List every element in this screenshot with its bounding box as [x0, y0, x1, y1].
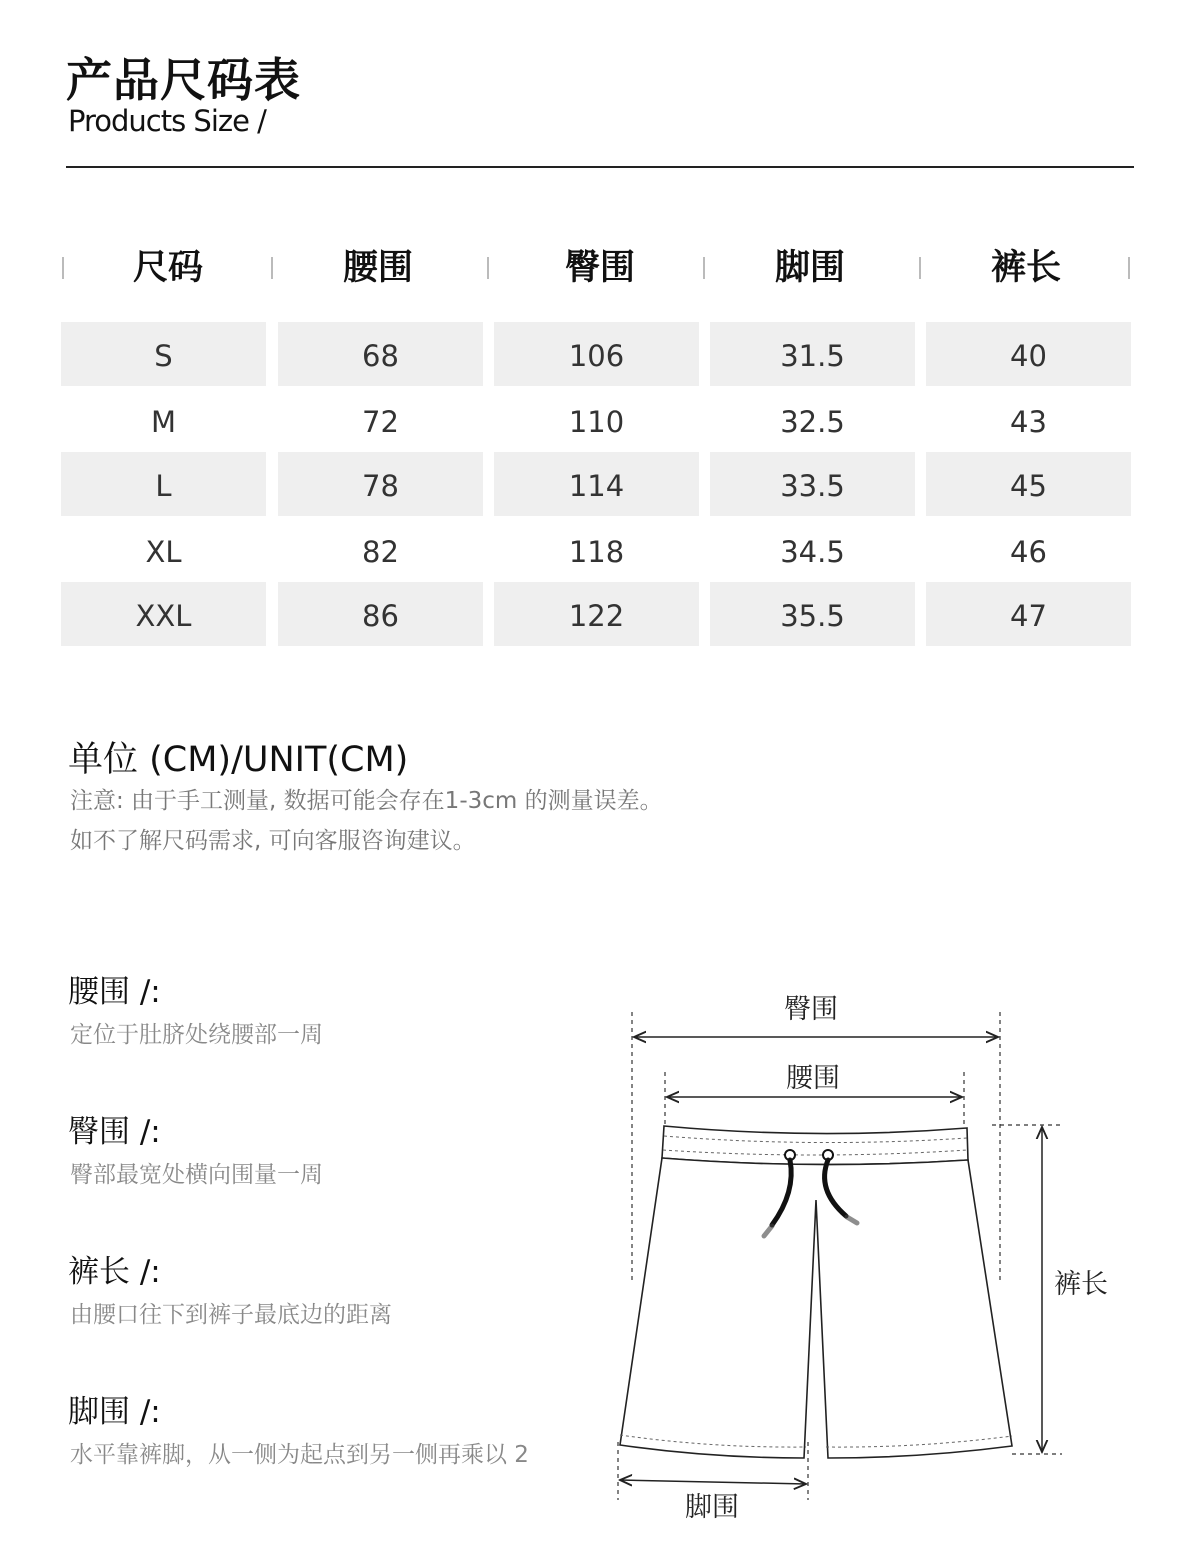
definition-desc-waist: 定位于肚脐处绕腰部一周: [70, 1022, 323, 1048]
table-row: [60, 322, 1135, 386]
size-cell: XXL: [61, 582, 266, 646]
definition-desc-hip: 臀部最宽处横向围量一周: [70, 1162, 323, 1188]
size-cell: M: [150, 405, 177, 439]
definition-desc-length: 由腰口往下到裤子最底边的距离: [70, 1302, 392, 1328]
consult-note: 如不了解尺码需求, 可向客服咨询建议。: [70, 828, 476, 854]
length-cell: 43: [1010, 405, 1047, 439]
length-label: 裤长: [1054, 1269, 1108, 1300]
size-table-header: [60, 240, 1135, 296]
size-cell: L: [61, 452, 266, 516]
hem-cell: 33.5: [710, 452, 915, 516]
definition-title-hem: 脚围 /:: [68, 1394, 161, 1430]
hip-cell: 122: [494, 582, 699, 646]
hem-cell: 32.5: [780, 405, 845, 439]
column-divider: [1128, 257, 1130, 279]
waist-cell: 82: [362, 535, 399, 569]
hem-cell: 35.5: [710, 582, 915, 646]
length-measure: [992, 1125, 1108, 1454]
hem-cell: 34.5: [780, 535, 845, 569]
page-title: 产品尺码表: [66, 53, 301, 107]
table-row: [60, 452, 1135, 516]
length-cell: 40: [926, 322, 1131, 386]
hip-label: 臀围: [784, 994, 838, 1025]
size-cell: XL: [145, 535, 182, 569]
length-cell: 46: [1010, 535, 1047, 569]
size-cell: S: [61, 322, 266, 386]
column-header-waist: 腰围: [342, 248, 413, 288]
column-divider: [487, 257, 489, 279]
length-cell: 45: [926, 452, 1131, 516]
hip-cell: 106: [494, 322, 699, 386]
hem-label: 脚围: [685, 1492, 739, 1523]
table-row: [60, 582, 1135, 646]
hip-cell: 114: [494, 452, 699, 516]
waist-cell: 78: [278, 452, 483, 516]
header-divider: [66, 166, 1134, 168]
waist-label: 腰围: [786, 1063, 840, 1094]
column-header-length: 裤长: [990, 248, 1061, 288]
page-subtitle: Products Size /: [68, 104, 266, 138]
column-header-hem: 脚围: [774, 248, 845, 288]
table-row: [60, 518, 1135, 582]
waist-cell: 86: [278, 582, 483, 646]
hip-cell: 110: [568, 405, 625, 439]
column-header-hip: 臀围: [564, 248, 635, 288]
definition-desc-hem: 水平靠裤脚，从一侧为起点到另一侧再乘以 2: [70, 1442, 529, 1468]
definition-title-hip: 臀围 /:: [68, 1114, 161, 1150]
hip-cell: 118: [568, 535, 625, 569]
table-row: [60, 388, 1135, 452]
shorts-measurement-diagram: [600, 980, 1160, 1540]
definition-title-length: 裤长 /:: [68, 1254, 161, 1290]
column-header-size: 尺码: [132, 248, 203, 288]
waist-cell: 72: [362, 405, 399, 439]
waist-measure: [665, 1063, 964, 1130]
waist-cell: 68: [278, 322, 483, 386]
shorts-outline: [620, 1126, 1012, 1458]
unit-label: 单位 (CM)/UNIT(CM): [68, 740, 409, 780]
hem-cell: 31.5: [710, 322, 915, 386]
measurement-note: 注意: 由于手工测量, 数据可能会存在1-3cm 的测量误差。: [70, 788, 663, 814]
length-cell: 47: [926, 582, 1131, 646]
definition-title-waist: 腰围 /:: [68, 974, 161, 1010]
